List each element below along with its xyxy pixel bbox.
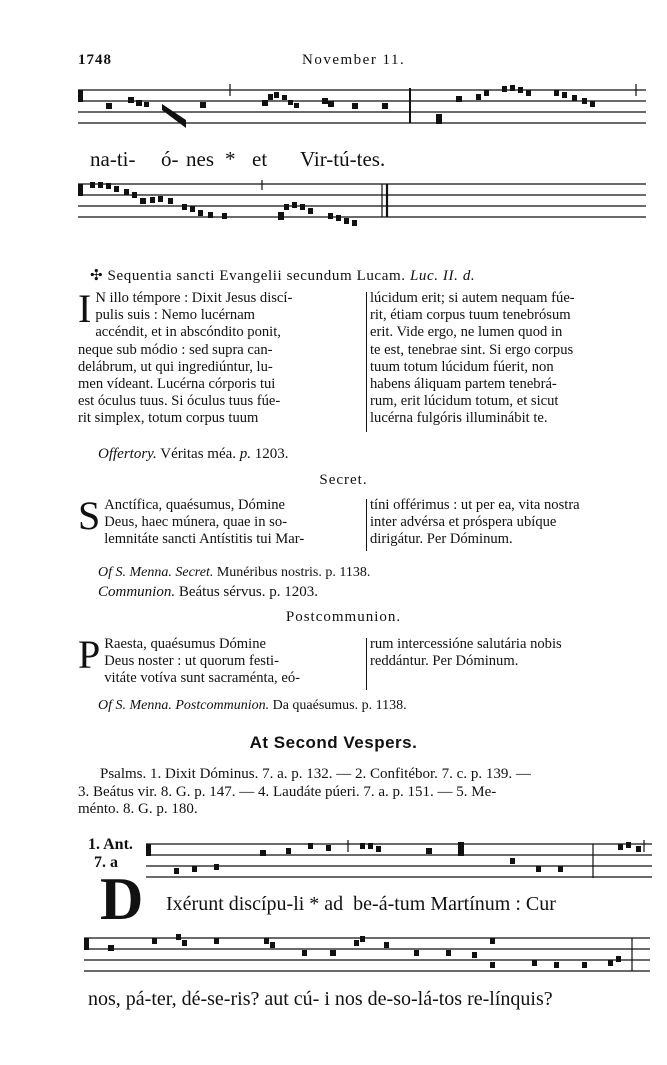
menna-secret-text: Munéribus nostris. <box>216 565 322 580</box>
secret-left-column <box>78 493 362 549</box>
menna-postcommunion-line <box>98 698 407 714</box>
postcommunion-heading: Postcommunion. <box>285 609 402 625</box>
column-divider <box>366 638 367 690</box>
text-line: Anctífica, quaésumus, Dómine <box>104 497 286 513</box>
text-line: habens áliquam partem tenebrá- <box>370 376 557 393</box>
vespers-heading: At Second Vespers. <box>249 733 418 752</box>
antiphon-text-line-2: nos, pá-ter, dé-se-ris? aut cú- i nos de-so-lá-tos re-línquis? <box>88 988 553 1010</box>
antiphon-drop-cap: D <box>100 866 144 932</box>
menna-secret-ref: p. 1138. <box>325 565 371 580</box>
gospel-title <box>90 266 475 285</box>
text-line: men vídeant. Lucérna córporis tui <box>78 376 276 393</box>
chant-syllable: na-ti- <box>90 147 136 171</box>
postcommunion-right-column <box>370 636 646 670</box>
chant-staff-2 <box>78 178 646 244</box>
text-line: inter advérsa et próspera ubíque <box>370 514 557 531</box>
text-line: rum intercessióne salutária nobis <box>370 636 562 652</box>
gospel-reference: Luc. II. d. <box>409 268 476 284</box>
chant-syllable: ó- <box>161 147 179 171</box>
text-line: est óculus tuus. Si óculus tuus fúe- <box>78 393 281 410</box>
text-line: reddántur. Per Dóminum. <box>370 653 519 670</box>
text-line: neque sub módio : sed supra can- <box>78 341 273 358</box>
text-line: vitáte votíva sunt sacraménta, eó- <box>104 670 300 687</box>
text-line: te est, tenebrae sint. Si ergo corpus <box>370 341 574 358</box>
communion-label: Communion. <box>98 584 176 600</box>
text-line: Raesta, quaésumus Dómine <box>104 636 266 652</box>
text-line: ménto. 8. G. p. 180. <box>78 801 198 817</box>
psalms-block <box>78 766 650 819</box>
drop-cap: P <box>78 632 101 677</box>
drop-cap: S <box>78 493 101 538</box>
menna-postcommunion-ref: p. 1138. <box>361 698 407 713</box>
offertory-ref-num: 1203. <box>254 446 289 462</box>
text-line: Deus noster : ut quorum festi- <box>104 653 279 670</box>
chant-syllable: et <box>252 147 268 171</box>
chant-staff-4 <box>84 930 650 982</box>
column-divider <box>366 292 367 432</box>
chant-staff-3 <box>146 838 652 884</box>
chant-staff-1 <box>78 82 646 142</box>
menna-secret-label: Of S. Menna. Secret. <box>98 565 214 580</box>
secret-right-column <box>370 497 646 549</box>
text-line: rum, erit lúcidum totum, et sicut <box>370 393 559 410</box>
column-divider <box>366 499 367 551</box>
antiphon-number: 1. Ant. <box>88 836 133 853</box>
offertory-text: Véritas méa. <box>160 446 237 462</box>
text-line: Deus, haec múnera, quae in so- <box>104 514 288 531</box>
text-line: rit, étiam corpus tuum tenebrósum <box>370 307 571 324</box>
text-line: tuum totum lúcidum fúerit, non <box>370 358 554 375</box>
offertory-label: Offertory. <box>98 446 157 462</box>
gospel-left-column <box>78 286 362 428</box>
text-line: tíni offérimus : ut per ea, vita nostra <box>370 497 580 513</box>
menna-postcommunion-label: Of S. Menna. Postcommunion. <box>98 698 270 713</box>
gospel-right-column <box>370 290 646 428</box>
text-line: accéndit, et in abscóndito ponit, <box>95 324 281 341</box>
chant-syllable: Vir-tú-tes. <box>300 147 386 171</box>
chant-syllable: * <box>225 147 236 171</box>
cross-icon: ✣ <box>90 268 104 284</box>
text-line: rit simplex, totum corpus tuum <box>78 410 259 427</box>
menna-postcommunion-text: Da quaésumus. <box>272 698 359 713</box>
offertory-ref-p: p. <box>239 446 252 462</box>
communion-line <box>98 584 318 601</box>
chant-syllable: nes <box>186 147 214 171</box>
page-number: 1748 <box>78 52 112 68</box>
postcommunion-left-column <box>78 632 362 688</box>
text-line: lemnitáte sancti Antístitis tui Mar- <box>104 531 305 548</box>
text-line: Psalms. 1. Dixit Dóminus. 7. a. p. 132. — 2. Confitébor. 7. c. p. 139. — <box>100 766 531 782</box>
text-line: N illo témpore : Dixit Jesus discí- <box>95 290 293 306</box>
text-line: 3. Beátus vir. 8. G. p. 147. — 4. Laudáte púeri. 7. a. p. 151. — 5. Me- <box>78 783 497 800</box>
antiphon-text-line-1: Ixérunt discípu-li * ad be-á-tum Martínum : Cur <box>166 893 556 915</box>
text-line: lúcidum erit; si autem nequam fúe- <box>370 290 575 306</box>
menna-secret-line <box>98 565 370 581</box>
running-title: November 11. <box>302 52 406 68</box>
offertory-line <box>98 446 289 463</box>
communion-ref: p. 1203. <box>269 584 318 600</box>
secret-heading: Secret. <box>319 472 368 488</box>
text-line: erit. Vide ergo, ne lumen quod in <box>370 324 563 341</box>
text-line: pulis suis : Nemo lucérnam <box>95 307 256 324</box>
gospel-title-text: Sequentia sancti Evangelii secundum Lucam. <box>107 268 406 284</box>
drop-cap: I <box>78 286 92 331</box>
communion-text: Beátus sérvus. <box>178 584 266 600</box>
text-line: lucérna fulgóris illuminábit te. <box>370 410 548 427</box>
antiphon-mode: 7. a <box>94 854 118 871</box>
text-line: dirigátur. Per Dóminum. <box>370 531 513 548</box>
text-line: delábrum, ut qui ingrediúntur, lu- <box>78 358 273 375</box>
